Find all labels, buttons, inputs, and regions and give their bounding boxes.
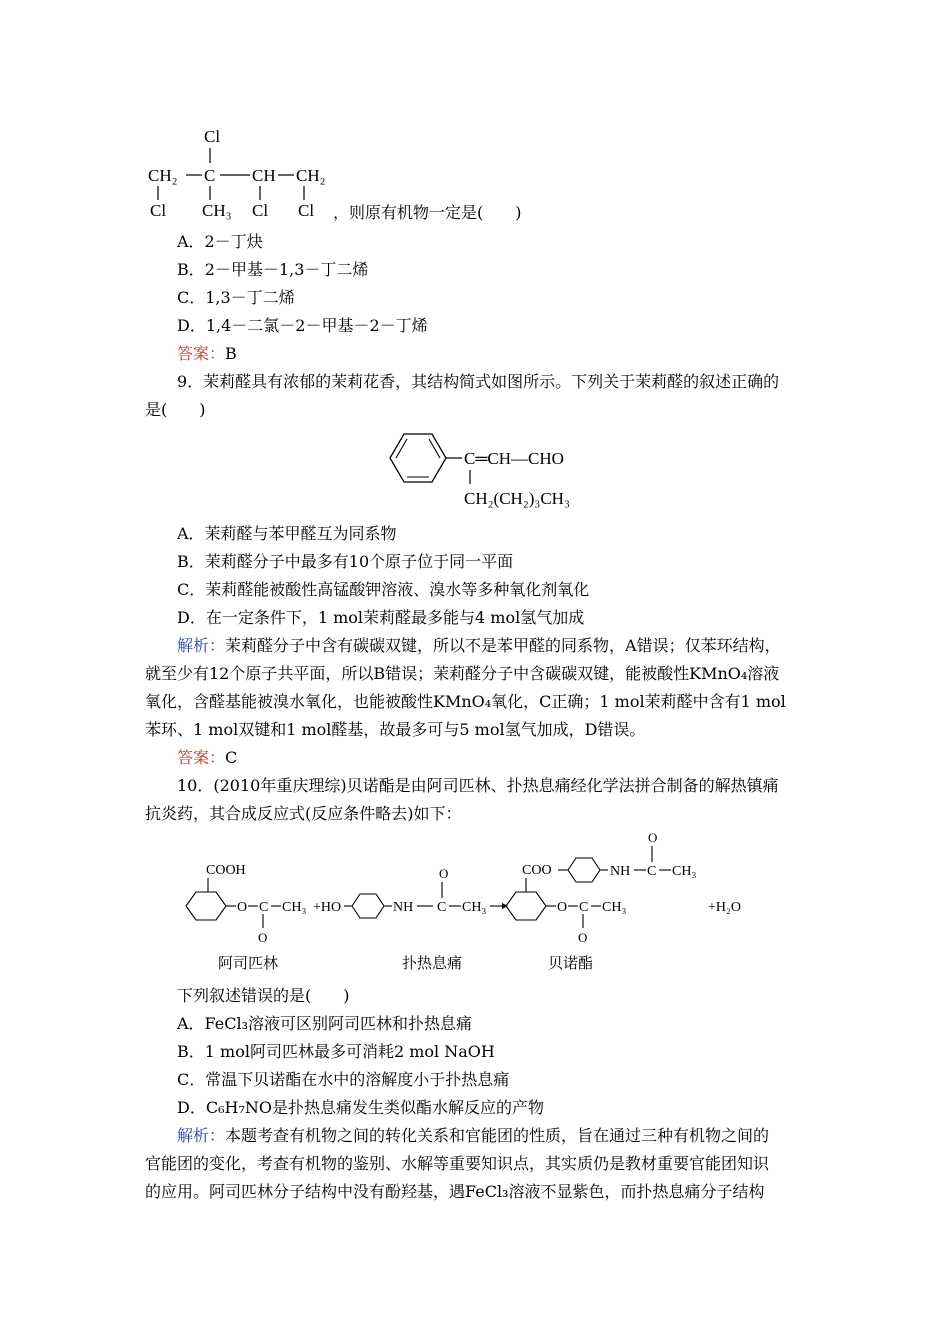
q9-option-d: D．在一定条件下，1 mol茉莉醛最多能与4 mol氢气加成 xyxy=(177,608,585,627)
label-benorilate: 贝诺酯 xyxy=(548,956,594,972)
plus-ho: +HO xyxy=(313,900,342,915)
q8-option-a: A．2－丁炔 xyxy=(177,232,263,251)
q9-analysis-line1 xyxy=(177,636,781,656)
o-bottom-1: O xyxy=(258,930,268,945)
nh1: NH xyxy=(393,900,414,915)
o1: O xyxy=(237,900,248,915)
q10-question: 下列叙述错误的是( ) xyxy=(177,986,350,1005)
q10-option-a: A．FeCl₃溶液可区别阿司匹林和扑热息痛 xyxy=(177,1014,473,1033)
q9-stem-line1: 9．茉莉醛具有浓郁的茉莉花香，其结构简式如图所示。下列关于茉莉醛的叙述正确的 xyxy=(177,372,780,391)
cooh: COOH xyxy=(206,863,246,878)
ch3-2: CH₃ xyxy=(462,900,487,915)
c-center: C xyxy=(204,166,216,185)
o-top-2: O xyxy=(439,866,449,881)
q8-answer xyxy=(177,344,237,364)
ch2-left: CH₂ xyxy=(148,166,178,185)
q9-bottom-chain: CH₂(CH₂)₃CH₃ xyxy=(464,489,570,508)
answer-value: C xyxy=(225,748,238,767)
q9-option-a: A．茉莉醛与苯甲醛互为同系物 xyxy=(177,524,397,543)
c2: C xyxy=(437,900,447,915)
plus-h2o: +H₂O xyxy=(708,900,741,915)
ch3: CH₃ xyxy=(202,201,232,220)
q9-analysis-line4: 苯环、1 mol双键和1 mol醛基，故最多可与5 mol氢气加成，D错误。 xyxy=(145,720,646,739)
o-bottom-4: O xyxy=(578,930,588,945)
answer-label: 答案： xyxy=(177,344,226,363)
q8-option-b: B．2－甲基－1,3－丁二烯 xyxy=(177,260,369,279)
answer-value: B xyxy=(225,344,237,363)
q10-analysis-line3: 的应用。阿司匹林分子结构中没有酚羟基，遇FeCl₃溶液不显紫色，而扑热息痛分子结构 xyxy=(145,1182,765,1201)
q10-analysis-line1 xyxy=(177,1126,769,1146)
q9-analysis-line3: 氧化，含醛基能被溴水氧化，也能被酸性KMnO₄氧化，C正确；1 mol茉莉醛中含有1 mol xyxy=(145,692,786,711)
q8-option-d: D．1,4－二氯－2－甲基－2－丁烯 xyxy=(177,316,428,335)
cl-top: Cl xyxy=(204,127,221,146)
answer-label: 答案： xyxy=(177,748,226,767)
q10-option-d: D．C₆H₇NO是扑热息痛发生类似酯水解反应的产物 xyxy=(177,1098,544,1117)
o-ring: O xyxy=(557,900,568,915)
analysis-label: 解析： xyxy=(177,636,226,655)
q10-option-c: C．常温下贝诺酯在水中的溶解度小于扑热息痛 xyxy=(177,1070,510,1089)
nh2: NH xyxy=(610,864,631,879)
c4: C xyxy=(579,900,589,915)
q9-option-b: B．茉莉醛分子中最多有10个原子位于同一平面 xyxy=(177,552,514,571)
analysis-text: 本题考查有机物之间的转化关系和官能团的性质，旨在通过三种有机物之间的 xyxy=(225,1126,770,1145)
cl-mid: Cl xyxy=(252,201,269,220)
ch3-4: CH₃ xyxy=(602,900,627,915)
q10-option-b: B．1 mol阿司匹林最多可消耗2 mol NaOH xyxy=(177,1042,495,1061)
coo: COO xyxy=(522,863,552,878)
q8-stem-tail: ，则原有机物一定是( ) xyxy=(333,203,522,222)
c3: C xyxy=(647,864,657,879)
q10-stem-line2: 抗炎药，其合成反应式(反应条件略去)如下： xyxy=(145,804,462,823)
q10-analysis-line2: 官能团的变化，考查有机物的鉴别、水解等重要知识点，其实质仍是教材重要官能团知识 xyxy=(145,1154,770,1173)
q9-stem-line2: 是( ) xyxy=(145,400,206,419)
q10-reaction-scheme xyxy=(180,826,800,976)
cl-right: Cl xyxy=(298,201,315,220)
q9-top-chain: C═CH—CHO xyxy=(464,449,564,468)
q9-option-c: C．茉莉醛能被酸性高锰酸钾溶液、溴水等多种氧化剂氧化 xyxy=(177,580,590,599)
q9-answer xyxy=(177,748,237,768)
label-aspirin: 阿司匹林 xyxy=(218,956,279,972)
ch2-right: CH₂ xyxy=(296,166,326,185)
analysis-label: 解析： xyxy=(177,1126,226,1145)
o-top-3: O xyxy=(648,830,658,845)
q10-stem-line1: 10．(2010年重庆理综)贝诺酯是由阿司匹林、扑热息痛经化学法拼合制备的解热镇痛 xyxy=(177,776,779,795)
ch: CH xyxy=(252,166,276,185)
cl-left: Cl xyxy=(150,201,167,220)
label-paracetamol: 扑热息痛 xyxy=(402,956,463,972)
ch3-3: CH₃ xyxy=(672,864,697,879)
q9-analysis-line2: 就至少有12个原子共平面，所以B错误；茉莉醛分子中含碳碳双键，能被酸性KMnO₄溶液 xyxy=(145,664,780,683)
q8-option-c: C．1,3－丁二烯 xyxy=(177,288,295,307)
q9-jasminaldehyde-structure xyxy=(380,428,640,518)
analysis-text: 茉莉醛分子中含有碳碳双键，所以不是苯甲醛的同系物，A错误；仅苯环结构， xyxy=(225,636,781,655)
c1: C xyxy=(259,900,269,915)
ch3-1: CH₃ xyxy=(282,900,307,915)
